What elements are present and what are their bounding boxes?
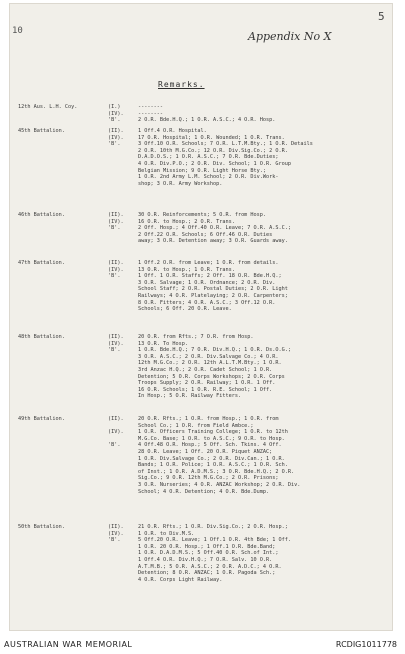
remark-line: -------- (138, 104, 163, 110)
remarks-text (138, 334, 390, 400)
document-page (10, 4, 392, 630)
unit-name: 50th Battalion. (18, 524, 65, 530)
remark-line: 4 Off.48 O.R. Hosp.; 5 Off. Sch. Tkins. 4 Off. (138, 442, 282, 449)
unit-name: 47th Battalion. (18, 260, 65, 266)
unit-name: 49th Battalion. (18, 416, 65, 422)
remark-line: 4 O.R. Div.P.O.; 2 O.R. Div. School; 1 O.R. Group (138, 160, 292, 167)
section-codes (108, 416, 138, 449)
remark-line: 16 O.R. Schools; 1 O.R. R.E. School; 1 Off. (138, 386, 273, 393)
section-code: (II). (108, 524, 124, 530)
remark-line: 1 Off.4 O.R. Div.H.Q.; 7 O.R. Salv. 10 O.R. (138, 556, 273, 563)
section-code: (IV). (108, 340, 124, 347)
archive-name: AUSTRALIAN WAR MEMORIAL (4, 640, 133, 649)
section-code: (IV). (108, 218, 124, 225)
remark-line: 1 Off.2 O.R. from Leave; 1 O.R. from details. (138, 260, 279, 266)
unit-name: 45th Battalion. (18, 128, 65, 134)
remark-line: School Staff; 2 O.R. Postal Duties; 2 O.R. Light (138, 286, 288, 293)
section-code: 'B'. (108, 117, 121, 124)
remark-line: D.A.D.O.S.; 1 O.R. A.S.C.; 7 O.R. Bde.Duties; (138, 154, 279, 161)
remark-line: In Hosp.; 5 O.R. Railway Fitters. (138, 393, 242, 400)
section-code: (IV). (108, 134, 124, 141)
remark-line: A.T.M.B.; 5 O.R. A.S.C.; 2 O.R. A.D.C.; 4 O.R. (138, 563, 282, 570)
remarks-text (138, 524, 390, 583)
section-code: (IV). (108, 530, 124, 537)
remarks-text (138, 104, 390, 124)
remark-line: 2 Off.22 O.R. Schools; 6 Off.46 O.R. Duties (138, 231, 273, 238)
remarks-heading: Remarks. (158, 80, 205, 89)
page-number: 5 (378, 10, 385, 23)
remark-line: School; 4 O.R. Detention; 4 O.R. Bde.Dump. (138, 488, 270, 495)
section-code: 'B'. (108, 347, 121, 354)
edge-mark: 10 (12, 26, 23, 36)
remark-line: Troops Supply; 2 O.R. Railway; 1 O.R. 1 Off. (138, 380, 276, 387)
footer (0, 640, 405, 654)
remark-line: Detention; 8 O.R. ANZAC; 1 O.R. Pagoda Sch.; (138, 570, 276, 577)
remark-line: 3 O.R. A.S.C.; 2 O.R. Div.Salvage Co.; 4 O.R. (138, 353, 279, 360)
section-code: (II). (108, 128, 124, 134)
section-code: (I.) (108, 104, 121, 110)
remark-line: 1 O.R. Bde.H.Q.; 7 O.R. Div.H.Q.; 1 O.R. Ds.O.G.; (138, 347, 292, 354)
section-code: 'B'. (108, 273, 121, 280)
remark-line: -------- (138, 110, 163, 117)
unit-name: 12th Aus. L.H. Coy. (18, 104, 78, 110)
remark-line: 1 O.R. 20 O.R. Hosp.; 1 Off.1 O.R. Bde.Band; (138, 543, 276, 550)
section-code: 'B'. (108, 225, 121, 232)
remark-line: 3rd Anzac H.Q.; 2 O.R. Cadet School; 1 O.R. (138, 366, 273, 373)
remark-line: 1 O.R. 2nd Army L.M. School; 2 O.R. Div.Work- (138, 174, 279, 181)
section-code: (II). (108, 334, 124, 340)
remark-line: Railways; 4 O.R. Platelaying; 2 O.R. Carpenters; (138, 292, 288, 299)
section-codes (108, 104, 138, 124)
remark-line: of Inst.; 1 O.R. A.D.M.S.; 3 O.R. Bde.H.Q.; 2 O.R. (138, 468, 295, 475)
remark-line: 20 O.R. from Rfts.; 7 O.R. from Hosp. (138, 334, 254, 340)
remark-line: 1 Off.4 O.R. Hospital. (138, 128, 207, 134)
remarks-text (138, 260, 390, 313)
section-codes (108, 260, 138, 280)
remark-line: 1 O.R. Div.Salvage Co.; 2 O.R. Div.Can.; 1 O.R. (138, 455, 285, 462)
section-code: (IV). (108, 266, 124, 273)
section-code: (II). (108, 260, 124, 266)
section-code: 'B'. (108, 537, 121, 544)
remark-line: 28 O.R. Leave; 1 Off. 20 O.R. Piquet ANZAC; (138, 448, 273, 455)
section-codes (108, 334, 138, 354)
remarks-text (138, 212, 390, 245)
remark-line: 30 O.R. Reinforcements; 5 O.R. from Hosp. (138, 212, 267, 218)
remark-line: Sig.Co.; 9 O.R. 12th M.G.Co.; 2 O.R. Prisons; (138, 475, 279, 482)
unit-name: 46th Battalion. (18, 212, 65, 218)
remark-line: 1 Off. 1 O.R. Staffs; 2 Off. 18 O.R. Bde.H.Q.; (138, 273, 282, 280)
remark-line: 2 Off. Hosp.; 4 Off.40 O.R. Leave; 7 O.R. A.S.C.; (138, 225, 292, 232)
remark-line: Bands; 1 O.R. Police; 1 O.R. A.S.C.; 1 O.R. Sch. (138, 462, 288, 469)
remark-line: 13 O.R. To Hosp. (138, 340, 188, 347)
section-codes (108, 524, 138, 544)
section-code (108, 423, 138, 430)
section-code: 'B'. (108, 141, 121, 148)
remark-line: 16 O.R. to Hosp.; 2 O.R. Trans. (138, 218, 235, 225)
section-code: (II). (108, 212, 124, 218)
remark-line: M.G.Co. Base; 1 O.R. to A.S.C.; 9 O.R. to Hosp. (138, 435, 285, 442)
remark-line: 3 O.R. Salvage; 1 O.R. Ordnance; 2 O.R. Div. (138, 279, 276, 286)
remark-line: away; 3 O.R. Detention away; 3 O.R. Guards away. (138, 238, 288, 245)
remark-line: 21 O.R. Rfts.; 1 O.R. Div.Sig.Co.; 2 O.R. Hosp.; (138, 524, 288, 530)
section-codes (108, 128, 138, 148)
remark-line: 17 O.R. Hospital; 1 O.R. Wounded; 1 O.R. Trans. (138, 134, 285, 141)
unit-name: 48th Battalion. (18, 334, 65, 340)
remark-line: 13 O.R. to Hosp.; 1 O.R. Trans. (138, 266, 235, 273)
remark-line: Detention; 5 O.R. Corps Workshops; 2 O.R. Corps (138, 373, 285, 380)
section-codes (108, 212, 138, 232)
section-code: 'B'. (108, 442, 121, 449)
record-id: RCDIG1011778 (335, 640, 397, 649)
remark-line: 1 O.R. to Div.M.S. (138, 530, 195, 537)
remark-line: 4 O.R. Corps Light Railway. (138, 576, 223, 583)
remark-line: shop; 3 O.R. Army Workshop. (138, 180, 223, 187)
section-code: (IV). (108, 110, 124, 117)
remark-line: Schools; 6 Off. 20 O.R. Leave. (138, 306, 232, 313)
section-code (108, 436, 138, 443)
remark-line: 3 Off.10 O.R. Schools; 7 O.R. L.T.M.Bty.; 1 O.R. Details (138, 141, 313, 148)
remark-line: School Co.; 1 O.R. from Field Ambce.; (138, 422, 254, 429)
remark-line: 2 O.R. Bde.H.Q.; 1 O.R. A.S.C.; 4 O.R. Hosp. (138, 117, 276, 124)
remark-line: Belgian Mission; 9 O.R. Light Horse Bty.; (138, 167, 267, 174)
section-code: (II). (108, 416, 124, 422)
remark-line: 2 O.R. 10th M.G.Co.; 12 O.R. Div.Sig.Co.; 2 O.R. (138, 147, 288, 154)
remark-line: 8 O.R. Fitters; 4 O.R. A.S.C.; 3 Off.12 O.R. (138, 299, 276, 306)
section-code: (IV). (108, 429, 124, 436)
remark-line: 5 Off.20 O.R. Leave; 1 Off.1 O.R. 4th Bde; 1 Off. (138, 537, 292, 544)
remarks-text (138, 128, 390, 187)
remark-line: 1 O.R. D.A.D.M.S.; 5 Off.40 O.R. Sch.of Int.; (138, 550, 279, 557)
remark-line: 3 O.R. Nurseries; 4 O.R. ANZAC Workshop; 2 O.R. Div. (138, 481, 301, 488)
appendix-label: Appendix No X (248, 30, 332, 43)
remarks-text (138, 416, 390, 495)
remark-line: 12th M.G.Co.; 2 O.R. 12th A.L.T.M.Bty.; 1 O.R. (138, 360, 282, 367)
remark-line: 1 O.R. Officers Training College; 1 O.R. to 12th (138, 429, 288, 436)
remark-line: 20 O.R. Rfts.; 1 O.R. from Hosp.; 1 O.R. from (138, 416, 279, 422)
